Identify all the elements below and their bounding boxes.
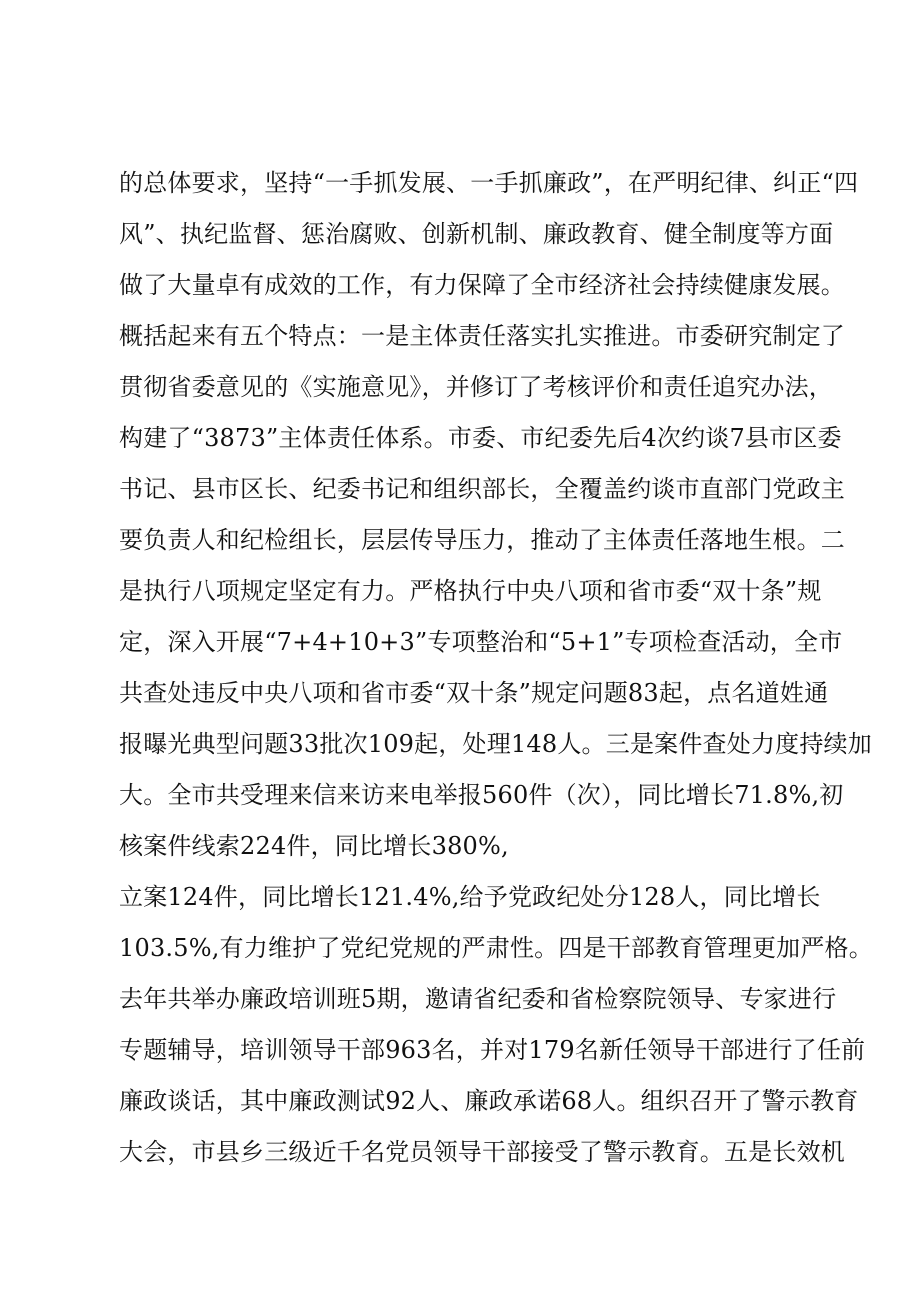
body-text-line: 共查处违反中央八项和省市委“双十条”规定问题83起，点名道姓通: [119, 679, 829, 707]
body-text-line: 103.5%,有力维护了党纪党规的严肃性。四是干部教育管理更加严格。: [119, 934, 873, 962]
body-text-line: 廉政谈话，其中廉政测试92人、廉政承诺68人。组织召开了警示教育: [119, 1087, 859, 1115]
body-text-line: 是执行八项规定坚定有力。严格执行中央八项和省市委“双十条”规: [119, 577, 822, 605]
body-text-line: 构建了“3873”主体责任体系。市委、市纪委先后4次约谈7县市区委: [119, 424, 842, 452]
body-text-line: 书记、县市区长、纪委书记和组织部长，全覆盖约谈市直部门党政主: [119, 475, 845, 503]
body-text-line: 专题辅导，培训领导干部963名，并对179名新任领导干部进行了任前: [119, 1036, 866, 1064]
body-text-line: 的总体要求，坚持“一手抓发展、一手抓廉政”，在严明纪律、纠正“四: [119, 169, 859, 197]
body-text-line: 要负责人和纪检组长，层层传导压力，推动了主体责任落地生根。二: [119, 526, 845, 554]
body-text-line: 概括起来有五个特点：一是主体责任落实扎实推进。市委研究制定了: [119, 322, 845, 350]
body-text-line: 去年共举办廉政培训班5期，邀请省纪委和省检察院领导、专家进行: [119, 985, 837, 1013]
body-text-line: 立案124件，同比增长121.4%,给予党政纪处分128人，同比增长: [119, 883, 821, 911]
body-text-line: 大。全市共受理来信来访来电举报560件（次），同比增长71.8%,初: [119, 781, 844, 809]
body-text-line: 做了大量卓有成效的工作，有力保障了全市经济社会持续健康发展。: [119, 271, 845, 299]
body-text-line: 风”、执纪监督、惩治腐败、创新机制、廉政教育、健全制度等方面: [119, 220, 834, 248]
body-text-line: 定，深入开展“7+4+10+3”专项整治和“5+1”专项检查活动，全市: [119, 628, 843, 656]
body-text-line: 报曝光典型问题33批次109起，处理148人。三是案件查处力度持续加: [119, 730, 872, 758]
body-text-line: 贯彻省委意见的《实施意见》，并修订了考核评价和责任追究办法，: [119, 373, 833, 401]
body-text-line: 核案件线索224件，同比增长380%,: [119, 832, 509, 860]
body-text-line: 大会，市县乡三级近千名党员领导干部接受了警示教育。五是长效机: [119, 1138, 845, 1166]
